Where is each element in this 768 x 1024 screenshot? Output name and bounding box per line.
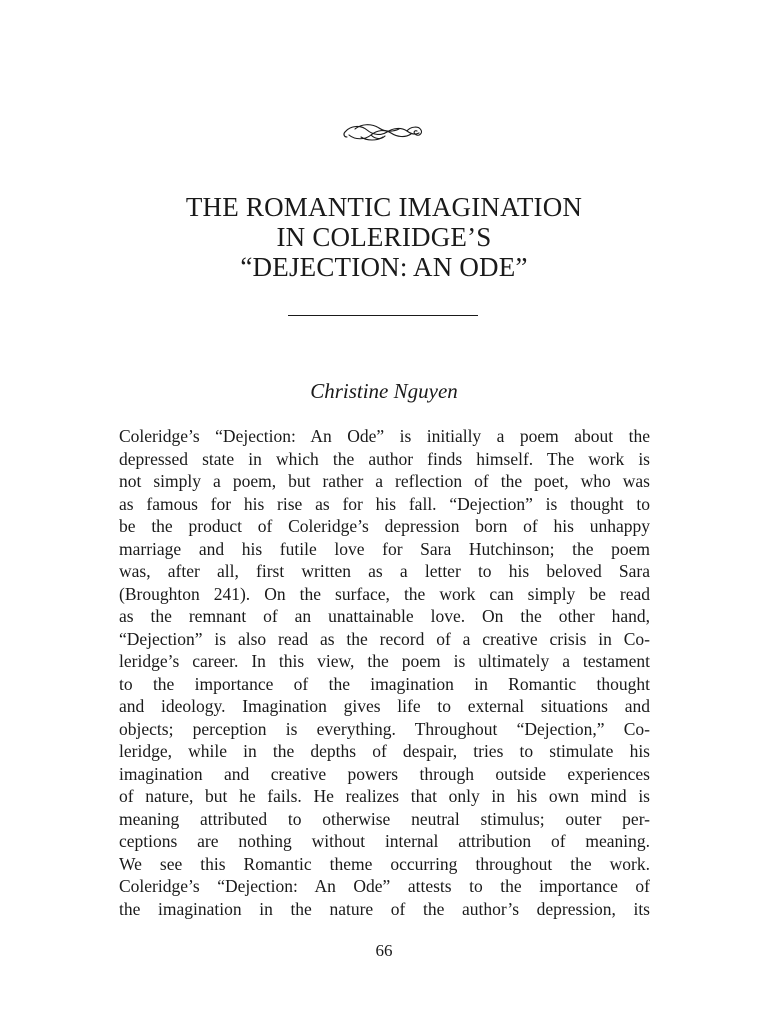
body-line: depressed state in which the author finds himself. The work is: [119, 448, 650, 469]
author-name: Christine Nguyen: [310, 379, 458, 403]
title-divider: [288, 315, 478, 316]
body-line: objects; perception is everything. Throughout “Dejection,” Co-: [119, 718, 650, 739]
body-line: meaning attributed to otherwise neutral stimulus; outer per-: [119, 808, 650, 829]
body-line: Coleridge’s “Dejection: An Ode” is initially a poem about the: [119, 426, 650, 446]
title-line: “DEJECTION: AN ODE”: [240, 252, 528, 282]
body-line: not simply a poem, but rather a reflection of the poet, who was: [119, 471, 650, 491]
body-line: imagination and creative powers through outside experiences: [119, 763, 650, 784]
body-line: (Broughton 241). On the surface, the work can simply be read: [119, 583, 650, 604]
title-line: IN COLERIDGE’S: [276, 222, 492, 252]
article-title: [0, 192, 768, 282]
body-paragraph: [119, 425, 650, 920]
body-line: “Dejection” is also read as the record of a creative crisis in Co-: [119, 628, 650, 649]
body-line: be the product of Coleridge’s depression born of his unhappy: [119, 516, 650, 536]
body-line: of nature, but he fails. He realizes that only in his own mind is: [119, 786, 650, 806]
body-line: We see this Romantic theme occurring throughout the work.: [119, 853, 650, 874]
body-line: ceptions are nothing without internal attribution of meaning.: [119, 831, 650, 851]
body-line: leridge’s career. In this view, the poem is ultimately a testament: [119, 651, 650, 671]
body-line: Coleridge’s “Dejection: An Ode” attests to the importance of: [119, 876, 650, 896]
body-line: the imagination in the nature of the author’s depression, its: [119, 898, 650, 919]
body-line: to the importance of the imagination in Romantic thought: [119, 673, 650, 694]
fleuron-icon: [341, 120, 427, 146]
body-line: leridge, while in the depths of despair, tries to stimulate his: [119, 741, 650, 761]
body-line: as famous for his rise as for his fall. “Dejection” is thought to: [119, 493, 650, 514]
body-line: was, after all, first written as a letter to his beloved Sara: [119, 561, 650, 581]
page-number: 66: [375, 941, 393, 960]
body-line: marriage and his futile love for Sara Hutchinson; the poem: [119, 538, 650, 559]
title-line: THE ROMANTIC IMAGINATION: [185, 192, 583, 222]
body-line: and ideology. Imagination gives life to external situations and: [119, 696, 650, 716]
body-line: as the remnant of an unattainable love. On the other hand,: [119, 606, 650, 626]
